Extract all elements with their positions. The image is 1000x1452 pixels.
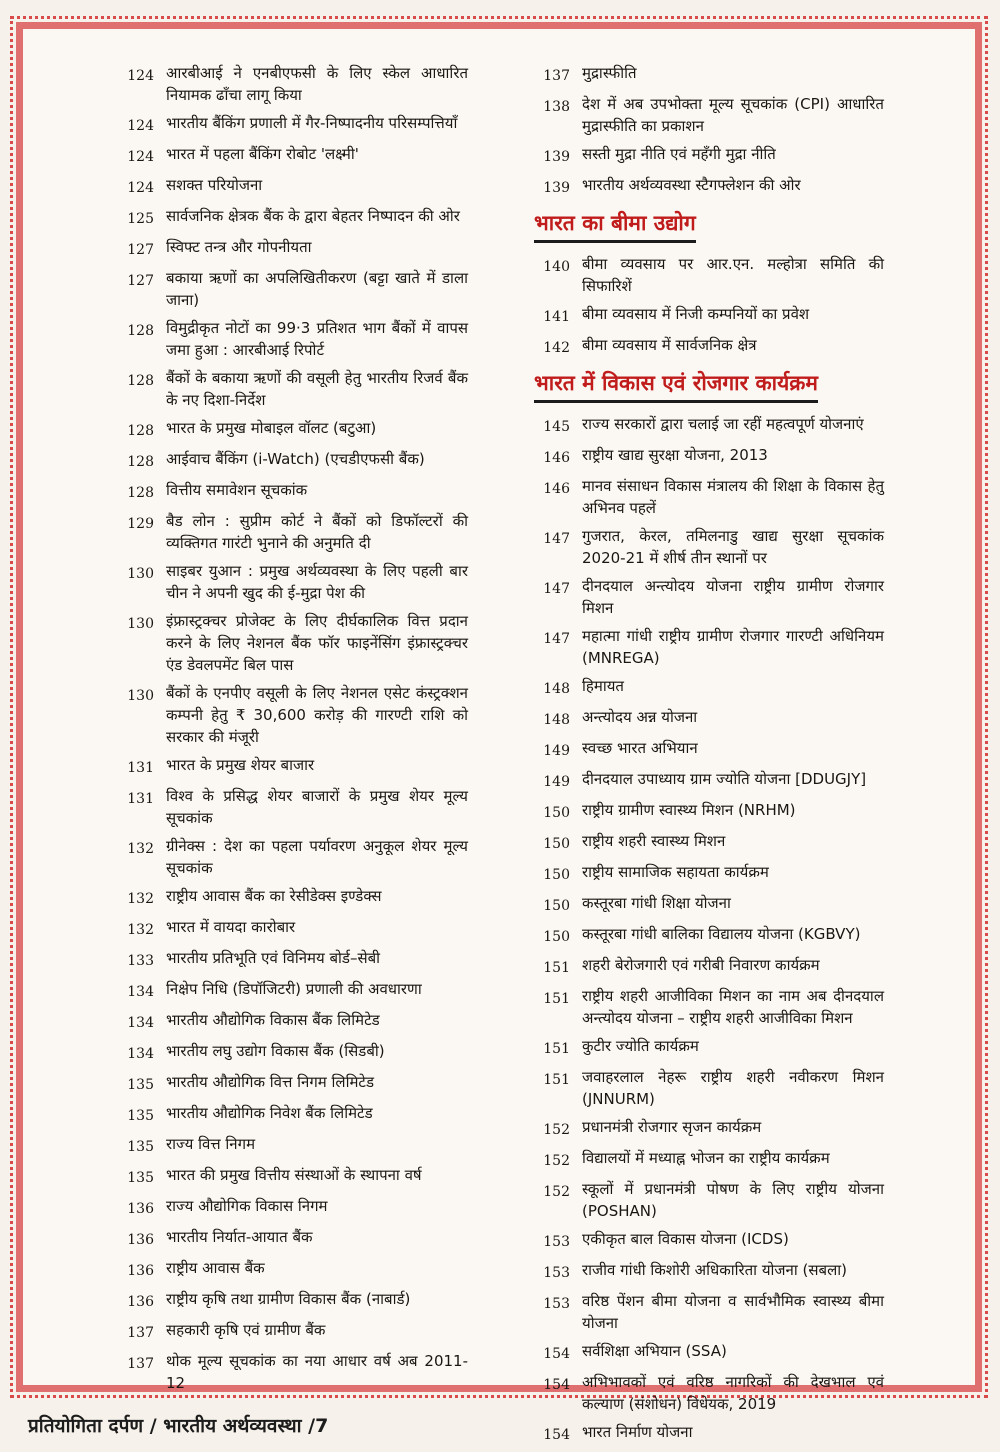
entry-title: एकीकृत बाल विकास योजना (ICDS): [582, 1230, 789, 1248]
contents-entry: [108, 1071, 468, 1096]
entry-title: राष्ट्रीय आवास बैंक: [166, 1259, 265, 1277]
entry-title: दीनदयाल उपाध्याय ग्राम ज्योति योजना [DDUGJY]: [582, 770, 867, 788]
page-number: 148: [543, 712, 570, 728]
page-number: 152: [543, 1153, 570, 1169]
page-number: 128: [127, 373, 154, 389]
page-number: 141: [543, 309, 570, 325]
page-number: 136: [127, 1201, 154, 1217]
page-number: 151: [543, 1041, 570, 1057]
entry-title: बीमा व्यवसाय में सार्वजनिक क्षेत्र: [582, 336, 757, 354]
page-number: 131: [127, 760, 154, 776]
contents-entry: [108, 560, 468, 604]
page-number: 150: [543, 898, 570, 914]
contents-entry: [108, 682, 468, 748]
contents-entry: [108, 1350, 468, 1394]
page-number: 135: [127, 1077, 154, 1093]
page-number: 153: [543, 1296, 570, 1312]
entry-title: भारत के प्रमुख मोबाइल वॉलट (बटुआ): [166, 419, 377, 437]
contents-entry: [524, 525, 884, 569]
entry-title: हिमायत: [582, 677, 624, 695]
contents-entry: [108, 174, 468, 199]
page-number: 151: [543, 991, 570, 1007]
contents-entry: [524, 985, 884, 1029]
entry-title: महात्मा गांधी राष्ट्रीय ग्रामीण रोजगार गारण्टी अधिनियम (MNREGA): [582, 627, 884, 667]
entry-title: स्विफ्ट तन्त्र और गोपनीयता: [166, 238, 312, 256]
page-number: 146: [543, 481, 570, 497]
page-number: 127: [127, 273, 154, 289]
contents-entry: [108, 479, 468, 504]
contents-entry: [524, 1421, 884, 1446]
right-column: [524, 62, 884, 1452]
contents-entry: [524, 706, 884, 731]
page-number: 124: [127, 118, 154, 134]
entry-title: राज्य औद्योगिक विकास निगम: [166, 1197, 328, 1215]
contents-entry: [524, 575, 884, 619]
contents-entry: [108, 417, 468, 442]
entry-title: भारतीय प्रतिभूति एवं विनिमय बोर्ड–सेबी: [166, 949, 381, 967]
entry-title: सशक्त परियोजना: [166, 176, 263, 194]
contents-entry: [524, 675, 884, 700]
entry-title: कस्तूरबा गांधी बालिका विद्यालय योजना (KGBVY): [582, 925, 861, 943]
page-number: 128: [127, 423, 154, 439]
entry-title: इंफ्रास्ट्रक्चर प्रोजेक्ट के लिए दीर्घकालिक वित्त प्रदान करने के लिए नेशनल बैंक फॉर फाइनेंसिंग इंफ्रास्ट्रक्चर एंड डेवलपमेंट बिल पास: [166, 612, 468, 674]
page-number: 131: [127, 791, 154, 807]
page-number: 150: [543, 805, 570, 821]
page-number: 124: [127, 180, 154, 196]
page-number: 130: [127, 616, 154, 632]
entry-title: सस्ती मुद्रा नीति एवं महँगी मुद्रा नीति: [582, 145, 776, 163]
contents-entry: [524, 1178, 884, 1222]
contents-entry: [108, 1164, 468, 1189]
page-number: 128: [127, 323, 154, 339]
page-number: 137: [543, 68, 570, 84]
entry-title: प्रधानमंत्री रोजगार सृजन कार्यक्रम: [582, 1118, 762, 1136]
contents-entry: [108, 754, 468, 779]
entry-title: बीमा व्यवसाय पर आर.एन. मल्होत्रा समिति की सिफारिशें: [582, 255, 884, 295]
page-number: 151: [543, 1072, 570, 1088]
contents-entry: [524, 737, 884, 762]
contents-entry: [108, 62, 468, 106]
entry-title: बकाया ऋणों का अपलिखितीकरण (बट्टा खाते में डाला जाना): [166, 269, 468, 309]
entry-title: वित्तीय समावेशन सूचकांक: [166, 481, 308, 499]
entry-title: राष्ट्रीय सामाजिक सहायता कार्यक्रम: [582, 863, 769, 881]
entry-title: भारत की प्रमुख वित्तीय संस्थाओं के स्थापना वर्ष: [166, 1166, 422, 1184]
entry-title: सहकारी कृषि एवं ग्रामीण बैंक: [166, 1321, 326, 1339]
page-number: 134: [127, 1015, 154, 1031]
contents-entry: [524, 923, 884, 948]
entry-title: राज्य वित्त निगम: [166, 1135, 256, 1153]
entry-title: स्कूलों में प्रधानमंत्री पोषण के लिए राष्ट्रीय योजना (POSHAN): [582, 1180, 884, 1220]
contents-entry: [524, 1340, 884, 1365]
page-number: 130: [127, 566, 154, 582]
page-number: 135: [127, 1139, 154, 1155]
contents-entry: [108, 1195, 468, 1220]
contents-entry: [524, 861, 884, 886]
page-number: 124: [127, 68, 154, 84]
page-number: 151: [543, 960, 570, 976]
page-number: 129: [127, 516, 154, 532]
entry-title: शहरी बेरोजगारी एवं गरीबी निवारण कार्यक्रम: [582, 956, 820, 974]
entry-title: विश्व के प्रसिद्ध शेयर बाजारों के प्रमुख शेयर मूल्य सूचकांक: [166, 787, 468, 827]
contents-entry: [108, 947, 468, 972]
page-number: 130: [127, 688, 154, 704]
entry-title: भारतीय औद्योगिक निवेश बैंक लिमिटेड: [166, 1104, 373, 1122]
page-number: 152: [543, 1122, 570, 1138]
contents-entry: [524, 1066, 884, 1110]
entry-title: गुजरात, केरल, तमिलनाडु खाद्य सुरक्षा सूचकांक 2020-21 में शीर्ष तीन स्थानों पर: [582, 527, 884, 567]
contents-entry: [524, 303, 884, 328]
entry-title: बीमा व्यवसाय में निजी कम्पनियों का प्रवेश: [582, 305, 810, 323]
page-number: 132: [127, 922, 154, 938]
contents-entry: [108, 267, 468, 311]
page-footer: प्रतियोगिता दर्पण / भारतीय अर्थव्यवस्था /7: [28, 1415, 329, 1437]
page-number: 139: [543, 180, 570, 196]
page-number: 138: [543, 99, 570, 115]
entry-title: थोक मूल्य सूचकांक का नया आधार वर्ष अब 2011-12: [166, 1352, 468, 1392]
page-number: 149: [543, 774, 570, 790]
entry-title: राष्ट्रीय खाद्य सुरक्षा योजना, 2013: [582, 446, 768, 464]
contents-entry: [524, 1290, 884, 1334]
page-number: 140: [543, 259, 570, 275]
entry-title: भारतीय निर्यात-आयात बैंक: [166, 1228, 313, 1246]
entry-title: साइबर युआन : प्रमुख अर्थव्यवस्था के लिए पहली बार चीन ने अपनी खुद की ई-मुद्रा पेश की: [166, 562, 468, 602]
page-number: 149: [543, 743, 570, 759]
contents-entry: [524, 1228, 884, 1253]
contents-entry: [108, 835, 468, 879]
contents-entry: [524, 93, 884, 137]
contents-entry: [524, 1259, 884, 1284]
entry-title: आईवाच बैंकिंग (i-Watch) (एचडीएफसी बैंक): [166, 450, 425, 468]
contents-entry: [524, 475, 884, 519]
page-number: 152: [543, 1184, 570, 1200]
entry-title: स्वच्छ भारत अभियान: [582, 739, 698, 757]
contents-entry: [524, 1371, 884, 1415]
entry-title: राष्ट्रीय शहरी आजीविका मिशन का नाम अब दीनदयाल अन्त्योदय योजना – राष्ट्रीय शहरी आजीविका मिशन: [582, 987, 884, 1027]
entry-title: दीनदयाल अन्त्योदय योजना राष्ट्रीय ग्रामीण रोजगार मिशन: [582, 577, 884, 617]
page-number: 148: [543, 681, 570, 697]
contents-list-left: [108, 62, 468, 1394]
page-number: 154: [543, 1346, 570, 1362]
page-number: 147: [543, 581, 570, 597]
entry-title: वरिष्ठ पेंशन बीमा योजना व सार्वभौमिक स्वास्थ्य बीमा योजना: [582, 1292, 884, 1332]
entry-title: बैंकों के बकाया ऋणों की वसूली हेतु भारतीय रिजर्व बैंक के नए दिशा-निर्देश: [166, 369, 468, 409]
contents-entry: [108, 1040, 468, 1065]
contents-entry: [108, 448, 468, 473]
page-number: 150: [543, 929, 570, 945]
entry-title: राष्ट्रीय आवास बैंक का रेसीडेक्स इण्डेक्स: [166, 887, 382, 905]
contents-entry: [108, 1009, 468, 1034]
page-number: 146: [543, 450, 570, 466]
page-number: 134: [127, 984, 154, 1000]
entry-title: मुद्रास्फीति: [582, 64, 637, 82]
contents-entry: [108, 1319, 468, 1344]
contents-entry: [108, 885, 468, 910]
contents-entry: [108, 916, 468, 941]
contents-entry: [108, 1288, 468, 1313]
entry-title: भारतीय अर्थव्यवस्था स्टैगफ्लेशन की ओर: [582, 176, 801, 194]
page-number: 139: [543, 149, 570, 165]
entry-title: भारतीय औद्योगिक विकास बैंक लिमिटेड: [166, 1011, 380, 1029]
page-number: 124: [127, 149, 154, 165]
entry-title: जवाहरलाल नेहरू राष्ट्रीय शहरी नवीकरण मिशन (JNNURM): [582, 1068, 884, 1108]
contents-entry: [108, 367, 468, 411]
entry-title: विद्यालयों में मध्याह्न भोजन का राष्ट्रीय कार्यक्रम: [582, 1149, 830, 1167]
page-number: 136: [127, 1294, 154, 1310]
contents-entry: [524, 830, 884, 855]
contents-entry: [524, 334, 884, 359]
contents-entry: [524, 143, 884, 168]
entry-title: ग्रीनेक्स : देश का पहला पर्यावरण अनुकूल शेयर मूल्य सूचकांक: [166, 837, 468, 877]
entry-title: भारतीय बैंकिंग प्रणाली में गैर-निष्पादनीय परिसम्पत्तियाँ: [166, 114, 458, 132]
contents-list-right-top: [524, 62, 884, 199]
page-number: 125: [127, 211, 154, 227]
page-number: 135: [127, 1170, 154, 1186]
contents-entry: [524, 444, 884, 469]
contents-entry: [108, 1133, 468, 1158]
page-number: 136: [127, 1232, 154, 1248]
entry-title: राज्य सरकारों द्वारा चलाई जा रहीं महत्वपूर्ण योजनाएं: [582, 415, 864, 433]
contents-entry: [524, 62, 884, 87]
entry-title: विमुद्रीकृत नोटों का 99·3 प्रतिशत भाग बैंकों में वापस जमा हुआ : आरबीआई रिपोर्ट: [166, 319, 468, 359]
contents-entry: [108, 317, 468, 361]
entry-title: कुटीर ज्योति कार्यक्रम: [582, 1037, 699, 1055]
page-number: 135: [127, 1108, 154, 1124]
entry-title: राष्ट्रीय कृषि तथा ग्रामीण विकास बैंक (नाबार्ड): [166, 1290, 411, 1308]
entry-title: आरबीआई ने एनबीएफसी के लिए स्केल आधारित नियामक ढाँचा लागू किया: [166, 64, 468, 104]
contents-entry: [108, 1102, 468, 1127]
contents-entry: [524, 253, 884, 297]
entry-title: अन्त्योदय अन्न योजना: [582, 708, 698, 726]
contents-list-insurance: [524, 253, 884, 359]
page-number: 153: [543, 1234, 570, 1250]
contents-entry: [108, 236, 468, 261]
contents-entry: [108, 610, 468, 676]
page-number: 154: [543, 1377, 570, 1393]
entry-title: राष्ट्रीय ग्रामीण स्वास्थ्य मिशन (NRHM): [582, 801, 796, 819]
page-number: 150: [543, 836, 570, 852]
page-number: 150: [543, 867, 570, 883]
section-heading-development: भारत में विकास एवं रोजगार कार्यक्रम: [534, 369, 818, 403]
entry-title: बैंकों के एनपीए वसूली के लिए नेशनल एसेट कंस्ट्रक्शन कम्पनी हेतु ₹ 30,600 करोड़ की गारण्टी राशि को सरकार की मंजूरी: [166, 684, 468, 746]
page-number: 147: [543, 631, 570, 647]
page-number: 153: [543, 1265, 570, 1281]
page-number: 137: [127, 1356, 154, 1372]
entry-title: राष्ट्रीय शहरी स्वास्थ्य मिशन: [582, 832, 726, 850]
contents-entry: [524, 1147, 884, 1172]
entry-title: देश में अब उपभोक्ता मूल्य सूचकांक (CPI) आधारित मुद्रास्फीति का प्रकाशन: [582, 95, 884, 135]
entry-title: अभिभावकों एवं वरिष्ठ नागरिकों की देखभाल एवं कल्याण (संशोधन) विधेयक, 2019: [582, 1373, 884, 1413]
page-number: 145: [543, 419, 570, 435]
contents-entry: [524, 892, 884, 917]
entry-title: सर्वशिक्षा अभियान (SSA): [582, 1342, 727, 1360]
contents-entry: [524, 768, 884, 793]
left-column: [108, 62, 468, 1400]
contents-entry: [524, 954, 884, 979]
contents-entry: [108, 1257, 468, 1282]
contents-entry: [524, 1035, 884, 1060]
entry-title: भारत में वायदा कारोबार: [166, 918, 296, 936]
page-number: 137: [127, 1325, 154, 1341]
page-number: 132: [127, 841, 154, 857]
page-number: 128: [127, 454, 154, 470]
contents-entry: [524, 1116, 884, 1141]
entry-title: कस्तूरबा गांधी शिक्षा योजना: [582, 894, 731, 912]
section-heading-insurance: भारत का बीमा उद्योग: [534, 209, 696, 243]
contents-entry: [108, 978, 468, 1003]
entry-title: भारतीय औद्योगिक वित्त निगम लिमिटेड: [166, 1073, 375, 1091]
contents-entry: [524, 625, 884, 669]
contents-entry: [524, 174, 884, 199]
page-number: 134: [127, 1046, 154, 1062]
entry-title: भारत में पहला बैंकिंग रोबोट 'लक्ष्मी': [166, 145, 359, 163]
contents-entry: [108, 205, 468, 230]
entry-title: राजीव गांधी किशोरी अधिकारिता योजना (सबला): [582, 1261, 847, 1279]
contents-entry: [108, 1226, 468, 1251]
contents-entry: [108, 785, 468, 829]
page-number: 147: [543, 531, 570, 547]
contents-entry: [524, 413, 884, 438]
contents-entry: [108, 112, 468, 137]
page-number: 128: [127, 485, 154, 501]
entry-title: भारतीय लघु उद्योग विकास बैंक (सिडबी): [166, 1042, 385, 1060]
page-number: 136: [127, 1263, 154, 1279]
entry-title: सार्वजनिक क्षेत्रक बैंक के द्वारा बेहतर निष्पादन की ओर: [166, 207, 460, 225]
contents-list-development: [524, 413, 884, 1446]
entry-title: बैड लोन : सुप्रीम कोर्ट ने बैंकों को डिफॉल्टरों की व्यक्तिगत गारंटी भुनाने की अनुमति दी: [166, 512, 468, 552]
entry-title: निक्षेप निधि (डिपॉजिटरी) प्रणाली की अवधारणा: [166, 980, 422, 998]
entry-title: भारत निर्माण योजना: [582, 1423, 693, 1441]
contents-entry: [108, 510, 468, 554]
page-number: 133: [127, 953, 154, 969]
page-number: 142: [543, 340, 570, 356]
entry-title: भारत के प्रमुख शेयर बाजार: [166, 756, 315, 774]
contents-entry: [108, 143, 468, 168]
page-number: 132: [127, 891, 154, 907]
page-number: 127: [127, 242, 154, 258]
entry-title: मानव संसाधन विकास मंत्रालय की शिक्षा के विकास हेतु अभिनव पहलें: [582, 477, 884, 517]
contents-entry: [524, 799, 884, 824]
page-number: 154: [543, 1427, 570, 1443]
